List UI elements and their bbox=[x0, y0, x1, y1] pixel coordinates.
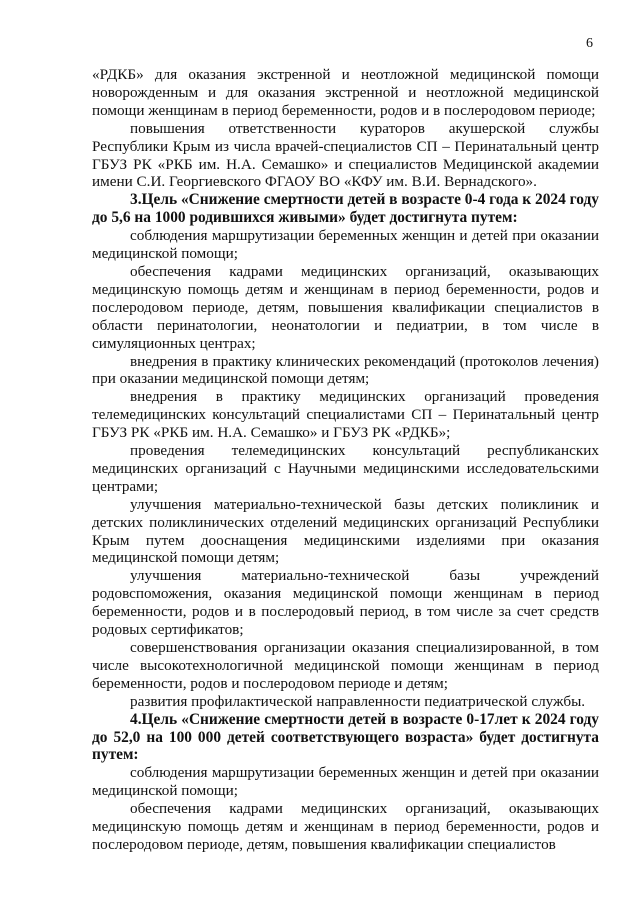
paragraph: соблюдения маршрутизации беременных женщин и детей при оказании медицинской помощи; bbox=[92, 227, 599, 263]
paragraph: внедрения в практику медицинских организаций проведения телемедицинских консультаций специалистами СП – Перинатальный центр ГБУЗ РК «РКБ им. Н.А. Семашко» и ГБУЗ РК «РДКБ»; bbox=[92, 388, 599, 442]
paragraph: развития профилактической направленности педиатрической службы. bbox=[130, 692, 586, 710]
page-number: 6 bbox=[586, 36, 593, 51]
paragraph: обеспечения кадрами медицинских организаций, оказывающих медицинскую помощь детям и женщинам в период беременности, родов и послеродовом периоде, детям, повышения квалификации специалистов bbox=[92, 800, 599, 853]
paragraph: «РДКБ» для оказания экстренной и неотложной медицинской помощи новорожденным и для оказания экстренной и неотложной медицинской помощи женщинам в период беременности, родов и в послеродовом периоде; bbox=[92, 66, 599, 119]
paragraph: совершенствования организации оказания специализированной, в том числе высокотехнологичной медицинской помощи женщинам в период беременности, родов и послеродовом периоде и детям; bbox=[92, 639, 599, 692]
paragraph: повышения ответственности кураторов акушерской службы Республики Крым из числа врачей-специалистов СП – Перинатальный центр ГБУЗ РК «РКБ им. Н.А. Семашко» и специалистов Медицинской академии имени С.И. Георгиевского ФГАОУ ВО «КФУ им. В.И. Вернадского». bbox=[92, 119, 599, 191]
paragraph: проведения телемедицинских консультаций республиканских медицинских организаций с Научными медицинскими исследовательскими центрами; bbox=[92, 442, 599, 495]
paragraph: внедрения в практику клинических рекомендаций (протоколов лечения) при оказании медицинской помощи детям; bbox=[92, 352, 599, 388]
paragraph: соблюдения маршрутизации беременных женщин и детей при оказании медицинской помощи; bbox=[92, 764, 599, 800]
paragraph: улучшения материально-технической базы детских поликлиник и детских поликлинических отделений медицинских организаций Республики Крым путем дооснащения медицинскими изделиями при оказания медицинской помощи детям; bbox=[92, 495, 599, 567]
section-heading: 4.Цель «Снижение смертности детей в возрасте 0-17лет к 2024 году до 52,0 на 100 000 детей соответствующего возраста» будет достигнута путем: bbox=[92, 710, 599, 764]
document-body bbox=[92, 66, 599, 854]
section-heading: 3.Цель «Снижение смертности детей в возрасте 0-4 года к 2024 году до 5,6 на 1000 родившихся живыми» будет достигнута путем: bbox=[92, 191, 599, 227]
paragraph: улучшения материально-технической базы учреждений родовспоможения, оказания медицинской помощи женщинам в период беременности, родов и в послеродовый период, в том числе за счет средств родовых сертификатов; bbox=[92, 567, 599, 639]
paragraph: обеспечения кадрами медицинских организаций, оказывающих медицинскую помощь детям и женщинам в период беременности, родов и послеродовом периоде, детям, повышения квалификации специалистов в области перинатологии, неонатологии и педиатрии, в том числе в симуляционных центрах; bbox=[92, 262, 599, 352]
